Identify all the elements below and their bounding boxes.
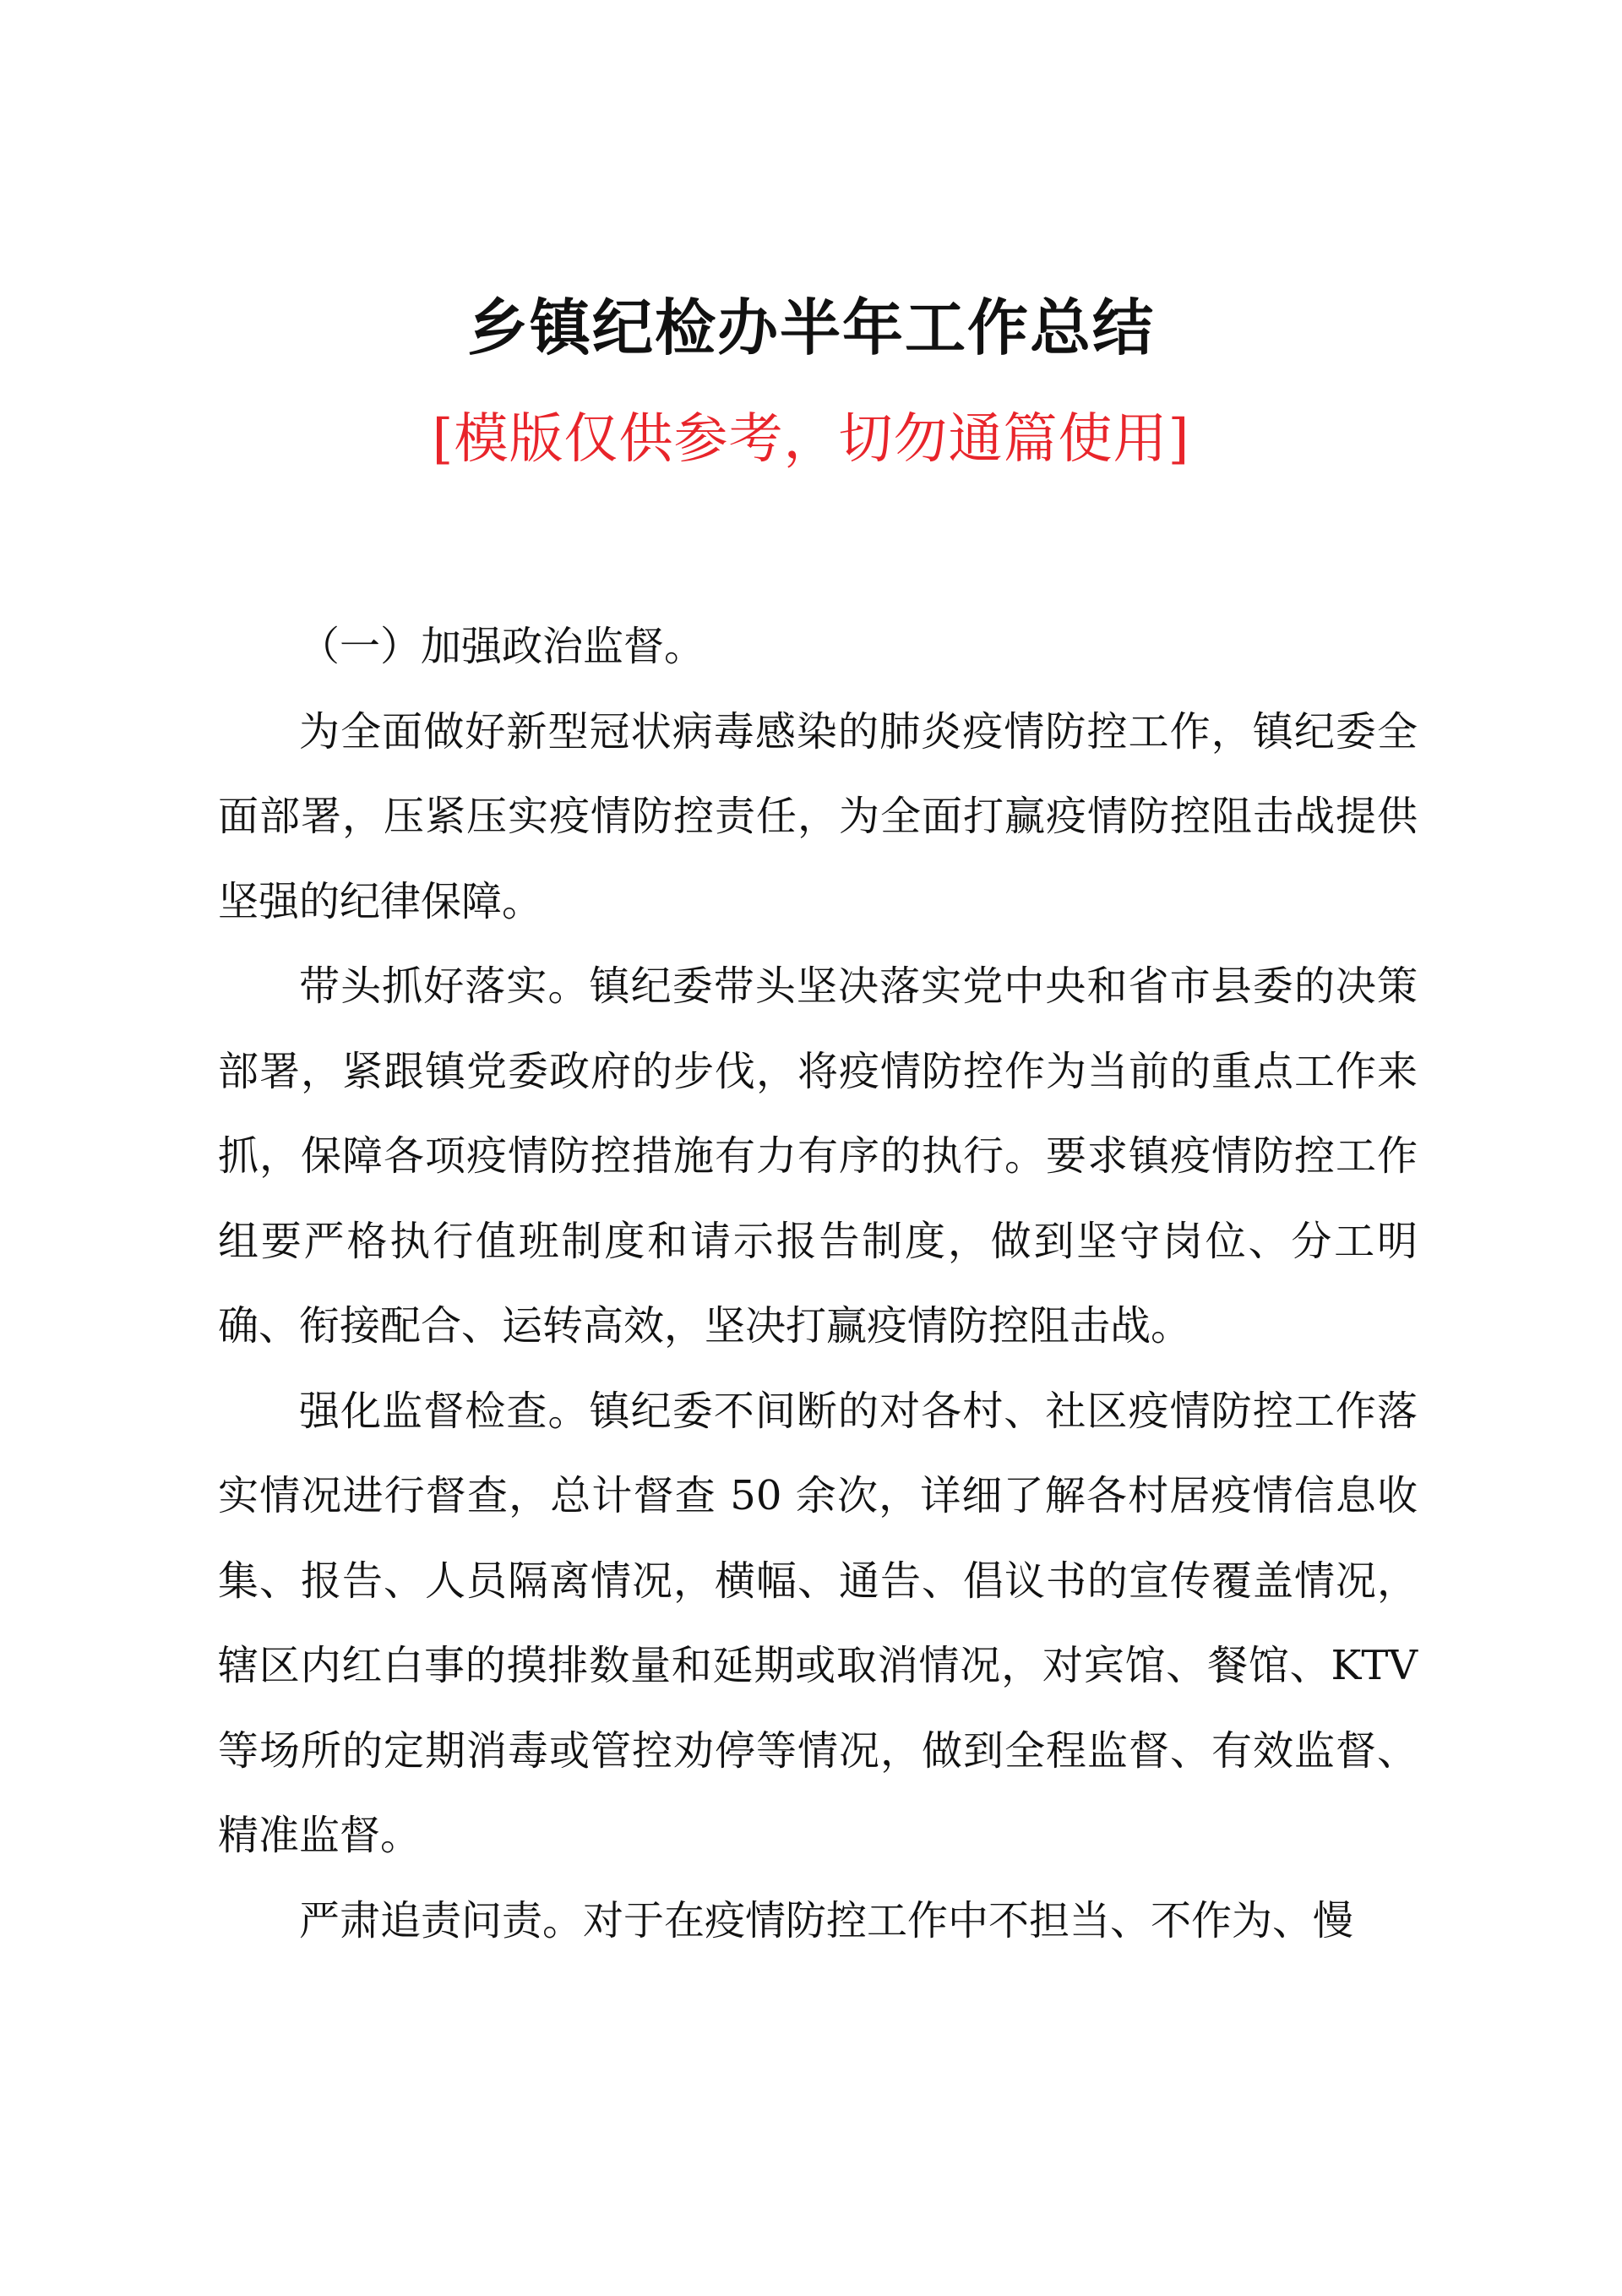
section-heading: （一）加强政治监督。 bbox=[299, 623, 705, 670]
body-paragraph: 带头抓好落实。镇纪委带头坚决落实党中央和省市县委的决策部署，紧跟镇党委政府的步伐，将疫情防控作为当前的重点工作来抓，保障各项疫情防控措施有力有序的执行。要求镇疫情防控工作组要严格执行值班制度和请示报告制度，做到坚守岗位、分工明确、衔接配合、运转高效，坚决打赢疫情防控阻击战。 bbox=[218, 963, 1418, 1350]
body-paragraph: 严肃追责问责。对于在疫情防控工作中不担当、不作为、慢 bbox=[299, 1896, 1354, 1944]
body-paragraph: 为全面做好新型冠状病毒感染的肺炎疫情防控工作，镇纪委全面部署，压紧压实疫情防控责任，为全面打赢疫情防控阻击战提供坚强的纪律保障。 bbox=[218, 707, 1418, 925]
body-paragraph: 强化监督检查。镇纪委不间断的对各村、社区疫情防控工作落实情况进行督查，总计督查 50 余次，详细了解各村居疫情信息收集、报告、人员隔离情况，横幅、通告、倡议书的宣传覆盖情况，辖区内红白事的摸排数量和延期或取消情况，对宾馆、餐馆、KTV 等场所的定期消毒或管控劝停等情况，做到全程监督、有效监督、精准监督。 bbox=[218, 1387, 1418, 1859]
template-notice: [模版仅供参考，切勿通篇使用] bbox=[432, 408, 1190, 471]
document-body bbox=[218, 604, 1418, 1963]
document-title: 乡镇纪检办半年工作总结 bbox=[466, 292, 1155, 363]
